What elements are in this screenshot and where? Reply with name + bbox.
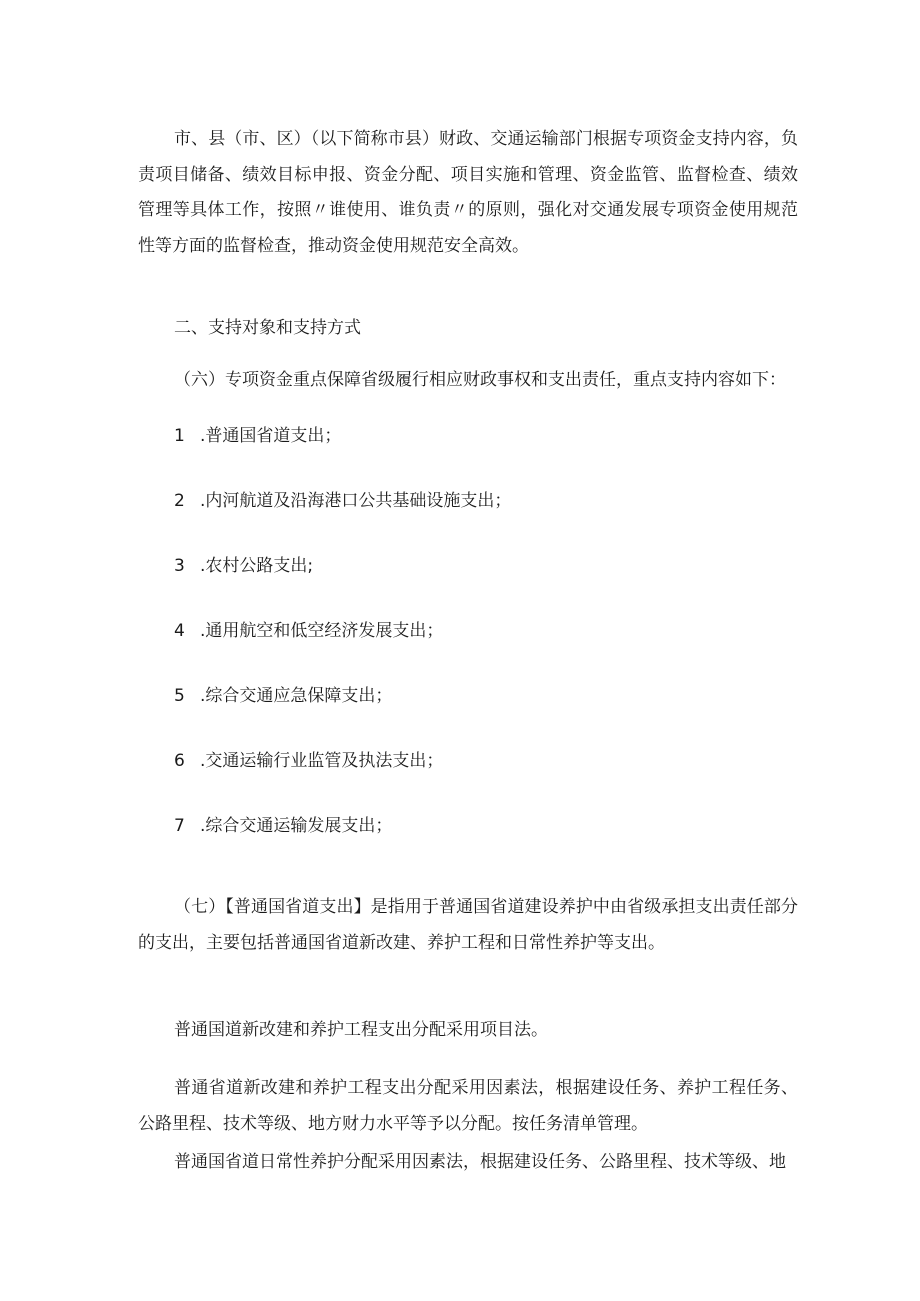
section-heading-support: 二、支持对象和支持方式: [174, 318, 361, 338]
list-number: 6: [174, 751, 185, 771]
list-number: 3: [174, 556, 185, 576]
list-item: [174, 554, 313, 578]
list-number: 1: [174, 426, 185, 446]
list-text: .农村公路支出;: [200, 556, 314, 576]
list-number: 2: [174, 491, 185, 511]
paragraph-item-seven: （七）【普通国省道支出】是指用于普通国省道建设养护中由省级承担支出责任部分的支出，主要包括普通国省道新改建、养护工程和日常性养护等支出。: [138, 897, 798, 953]
list-item: [174, 684, 392, 708]
paragraph-funding-responsibility: 市、县（市、区）（以下简称市县）财政、交通运输部门根据专项资金支持内容，负责项目储备、绩效目标申报、资金分配、项目实施和管理、资金监管、监督检查、绩效管理等具体工作，按照〃谁使用、谁负责〃的原则，强化对交通发展专项资金使用规范性等方面的监督检查，推动资金使用规范安全高效。: [138, 129, 798, 256]
list-item: [174, 424, 341, 448]
list-text: .普通国省道支出；: [200, 426, 342, 446]
list-number: 5: [174, 686, 185, 706]
list-item: [174, 814, 392, 838]
list-item: [174, 619, 443, 643]
list-text: .内河航道及沿海港口公共基础设施支出；: [200, 491, 512, 511]
list-item: [174, 489, 511, 513]
paragraph-national-road: 普通国道新改建和养护工程支出分配采用项目法。: [174, 1020, 548, 1040]
list-number: 7: [174, 816, 185, 836]
list-item: [174, 749, 443, 773]
list-text: .综合交通应急保障支出；: [200, 686, 393, 706]
list-text: .交通运输行业监管及执法支出；: [200, 751, 444, 771]
paragraph-daily-maintenance: 普通国省道日常性养护分配采用因素法，根据建设任务、公路里程、技术等级、地: [174, 1152, 786, 1172]
list-number: 4: [174, 621, 185, 641]
paragraph-provincial-road: 普通省道新改建和养护工程支出分配采用因素法，根据建设任务、养护工程任务、公路里程、技术等级、地方财力水平等予以分配。按任务清单管理。: [138, 1078, 798, 1134]
list-text: .通用航空和低空经济发展支出；: [200, 621, 444, 641]
list-text: .综合交通运输发展支出；: [200, 816, 393, 836]
paragraph-item-six: （六）专项资金重点保障省级履行相应财政事权和支出责任，重点支持内容如下：: [174, 370, 786, 390]
